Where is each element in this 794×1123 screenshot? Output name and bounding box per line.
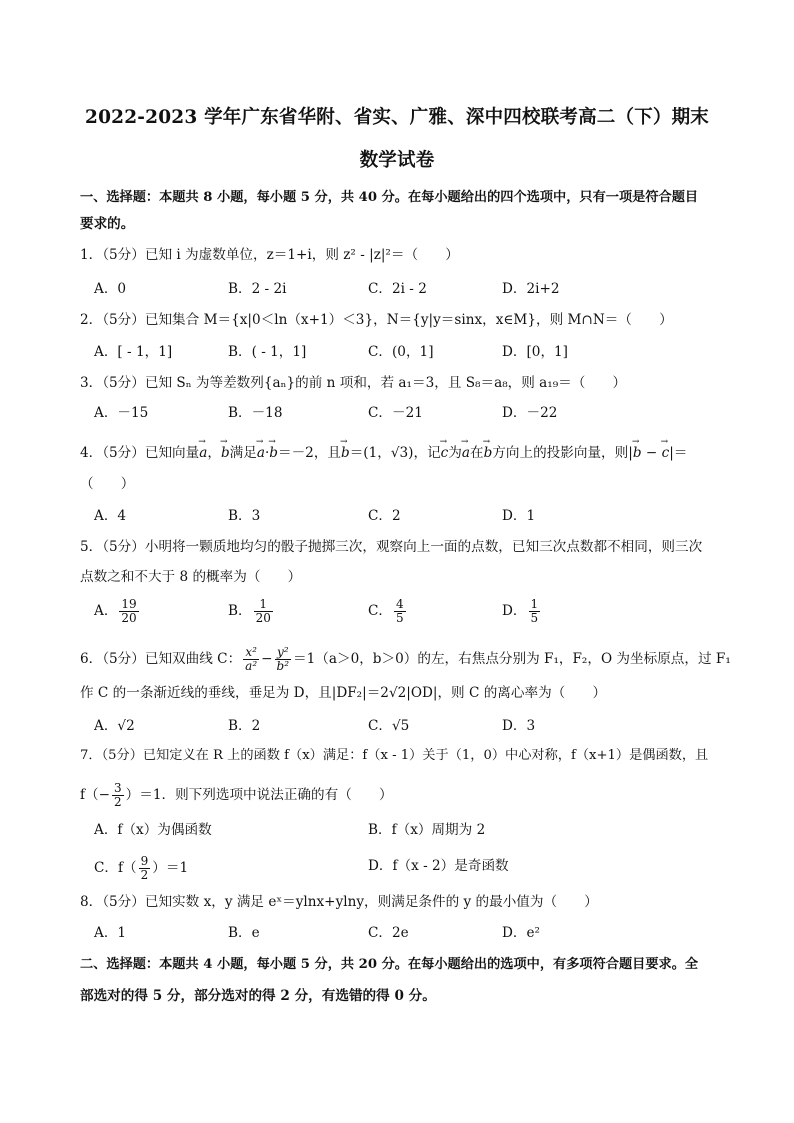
exam-title-line1: 2022-2023 学年广东省华附、省实、广雅、深中四校联考高二（下）期末 xyxy=(85,107,709,128)
q8-option-b: B．e xyxy=(228,925,260,941)
q6-stem-line1: 6．（5分）已知双曲线 C： $\frac{\text{x²}}{\text{a²}}$ − $\frac{\text{y²}}{\text{b²}}$ ＝1（a＞0，b＞0）的左，右焦点分别为 F₁，F₂，O 为坐标原点，过 F₁ xyxy=(80,645,731,673)
q7-stem-line1: 7．（5分）已知定义在 R 上的函数 f（x）满足：f（x - 1）关于（1，0）中心对称，f（x+1）是偶函数，且 xyxy=(80,748,709,763)
q8-stem: 8．（5分）已知实数 x，y 满足 eˣ＝ylnx+ylny，则满足条件的 y 的最小值为（ ） xyxy=(80,894,598,910)
q5-option-a: A． $\frac{19}{20}$ xyxy=(94,597,137,625)
q2-option-b: B．( - 1，1] xyxy=(228,344,307,360)
q3-option-a: A．－15 xyxy=(94,405,149,421)
q1-stem: 1．（5分）已知 i 为虚数单位，z＝1+i，则 z² - |z|²＝（ ） xyxy=(80,247,459,263)
q6-option-b: B．2 xyxy=(228,718,261,734)
vector-b: → b xyxy=(221,443,230,463)
q6-option-c: C．√5 xyxy=(368,718,410,734)
q1-option-a: A．0 xyxy=(94,281,127,297)
q4-option-a: A．4 xyxy=(94,508,127,524)
q1-option-b: B．2 - 2i xyxy=(228,281,287,297)
section1-instruction-line1: 一、选择题：本题共 8 小题，每小题 5 分，共 40 分。在每小题给出的四个选项中，只有一项是符合题目 xyxy=(80,190,699,205)
section2-instruction-line2: 部选对的得 5 分，部分选对的得 2 分，有选错的得 0 分。 xyxy=(80,988,436,1004)
exam-title-line2: 数学试卷 xyxy=(359,150,435,171)
q7-option-a: A．f（x）为偶函数 xyxy=(94,822,212,838)
q2-option-c: C．(0，1] xyxy=(368,344,434,360)
q5-stem-line1: 5．（5分）小明将一颗质地均匀的骰子抛掷三次，观察向上一面的点数，已知三次点数都不相同，则三次 xyxy=(80,539,703,555)
vector-a: → a xyxy=(199,443,207,463)
q4-option-b: B．3 xyxy=(228,508,261,524)
q8-option-d: D．e² xyxy=(502,925,540,941)
q8-option-a: A．1 xyxy=(94,925,127,941)
q4-option-c: C．2 xyxy=(368,508,401,524)
q5-option-b: B． $\frac{1}{20}$ xyxy=(228,597,271,625)
q5-option-c: C． $\frac{4}{5}$ xyxy=(368,597,404,625)
q7-stem-line2: f（− $\frac{3}{2}$ ）＝1．则下列选项中说法正确的有（ ） xyxy=(80,781,393,809)
q4-option-d: D．1 xyxy=(502,508,536,524)
q3-option-c: C．－21 xyxy=(368,405,423,421)
q1-option-d: D．2i+2 xyxy=(502,281,560,297)
q2-stem: 2．（5分）已知集合 M＝{x|0＜ln（x+1）＜3}，N＝{y|y＝sinx，x∈M}，则 M∩N＝（ ） xyxy=(80,312,673,328)
q6-stem-line2: 作 C 的一条渐近线的垂线，垂足为 D，且|DF₂|＝2√2|OD|，则 C 的离心率为（ ） xyxy=(80,685,607,701)
q6-option-a: A．√2 xyxy=(94,718,135,734)
q1-option-c: C．2i - 2 xyxy=(368,281,427,297)
q3-option-b: B．－18 xyxy=(228,405,283,421)
q4-stem: 4．（5分）已知向量→ a，→ b满足→ a·→ b＝－2，且→ b＝(1，√3)，记→ c为→ a在→ b方向上的投影向量，则|→ b − → c|＝ xyxy=(80,443,687,463)
q4-answer-paren: （ ） xyxy=(80,476,135,492)
q7-option-d: D．f（x - 2）是奇函数 xyxy=(368,858,509,874)
q5-option-d: D． $\frac{1}{5}$ xyxy=(502,597,539,625)
section1-instruction-line2: 要求的。 xyxy=(80,216,135,232)
q3-stem: 3．（5分）已知 Sₙ 为等差数列{aₙ}的前 n 项和，若 a₁＝3，且 S₈＝a₈，则 a₁₉＝（ ） xyxy=(80,375,627,391)
vector-c: → c xyxy=(441,443,449,463)
q2-option-d: D．[0，1] xyxy=(502,344,568,360)
section2-instruction-line1: 二、选择题：本题共 4 小题，每小题 5 分，共 20 分。在每小题给出的选项中，有多项符合题目要求。全 xyxy=(80,957,699,972)
q8-option-c: C．2e xyxy=(368,925,409,941)
q2-option-a: A．[ - 1，1] xyxy=(94,344,173,360)
q5-stem-line2: 点数之和不大于 8 的概率为（ ） xyxy=(80,569,302,585)
q7-option-b: B．f（x）周期为 2 xyxy=(368,822,486,838)
q6-option-d: D．3 xyxy=(502,718,536,734)
q3-option-d: D．－22 xyxy=(502,405,558,421)
q7-option-c: C．f（ $\frac{9}{2}$ ）＝1 xyxy=(94,854,189,882)
